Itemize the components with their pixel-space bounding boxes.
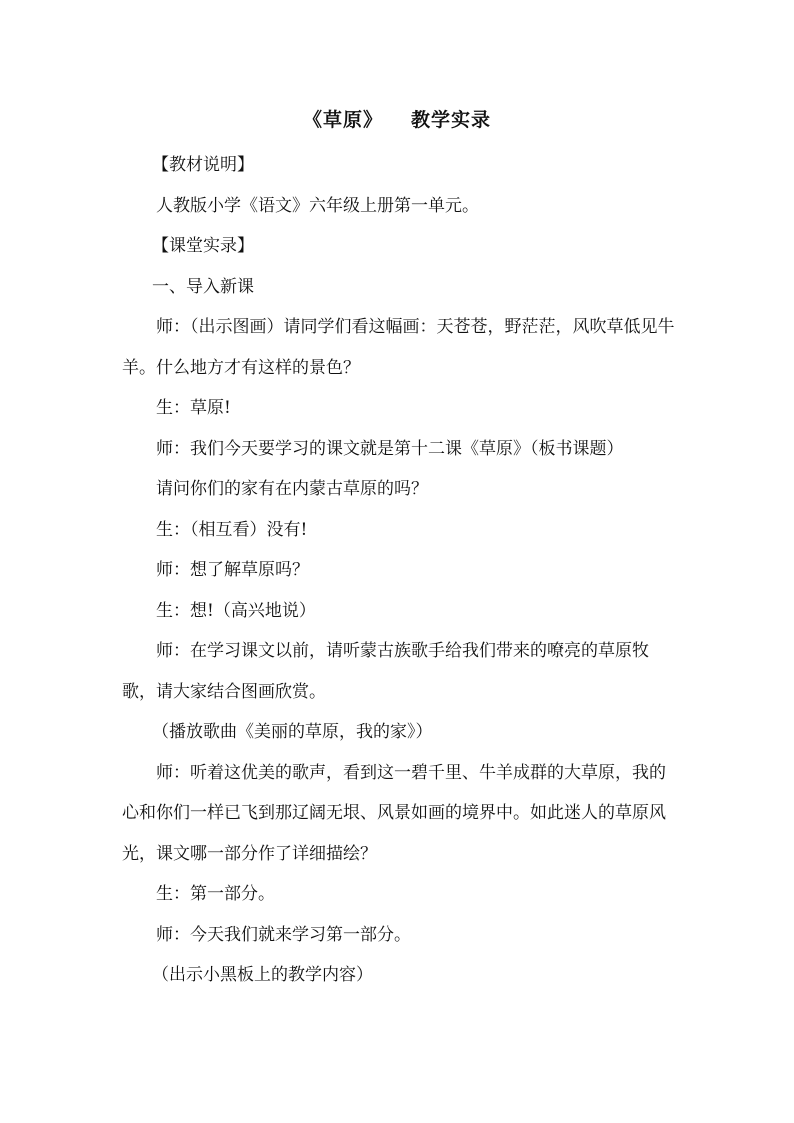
- dialogue-student-1: 生：草原!: [156, 398, 231, 418]
- stage-direction-song: （播放歌曲《美丽的草原，我的家》）: [152, 722, 433, 742]
- title-subtitle: 教学实录: [411, 109, 492, 131]
- dialogue-teacher-5: 师：听着这优美的歌声，看到这一碧千里、牛羊成群的大草原，我的心和你们一样已飞到那辽阔无垠、风景如画的境界中。如此迷人的草原风光，课文哪一部分作了详细描绘？: [122, 762, 666, 864]
- section-heading-material: 【教材说明】: [152, 155, 254, 175]
- dialogue-teacher-1: 师：（出示图画）请同学们看这幅画：天苍苍，野茫茫，风吹草低见牛羊。什么地方才有这样的景色？: [122, 317, 675, 378]
- document-body: [122, 145, 682, 996]
- stage-direction-blackboard: （出示小黑板上的教学内容）: [152, 965, 373, 985]
- section-heading-record: 【课堂实录】: [152, 236, 254, 256]
- dialogue-teacher-3: 师：想了解草原吗？: [156, 560, 309, 580]
- title-book-name: 《草原》: [302, 109, 383, 131]
- dialogue-teacher-2: 师：我们今天要学习的课文就是第十二课《草原》（板书课题）: [156, 438, 624, 459]
- dialogue-teacher-2-continued: 请问你们的家有在内蒙古草原的吗？: [156, 479, 428, 499]
- dialogue-student-3: 生：想!（高兴地说）: [156, 600, 316, 621]
- dialogue-teacher-4: 师：在学习课文以前，请听蒙古族歌手给我们带来的嘹亮的草原牧歌，请大家结合图画欣赏。: [122, 641, 649, 702]
- subsection-heading-intro: 一、导入新课: [152, 276, 254, 297]
- dialogue-teacher-6: 师：今天我们就来学习第一部分。: [156, 924, 411, 945]
- dialogue-student-4: 生：第一部分。: [156, 884, 275, 904]
- dialogue-student-2: 生：（相互看）没有!: [156, 519, 308, 540]
- paragraph-material-desc: 人教版小学《语文》六年级上册第一单元。: [156, 195, 479, 216]
- document-title: [0, 105, 794, 132]
